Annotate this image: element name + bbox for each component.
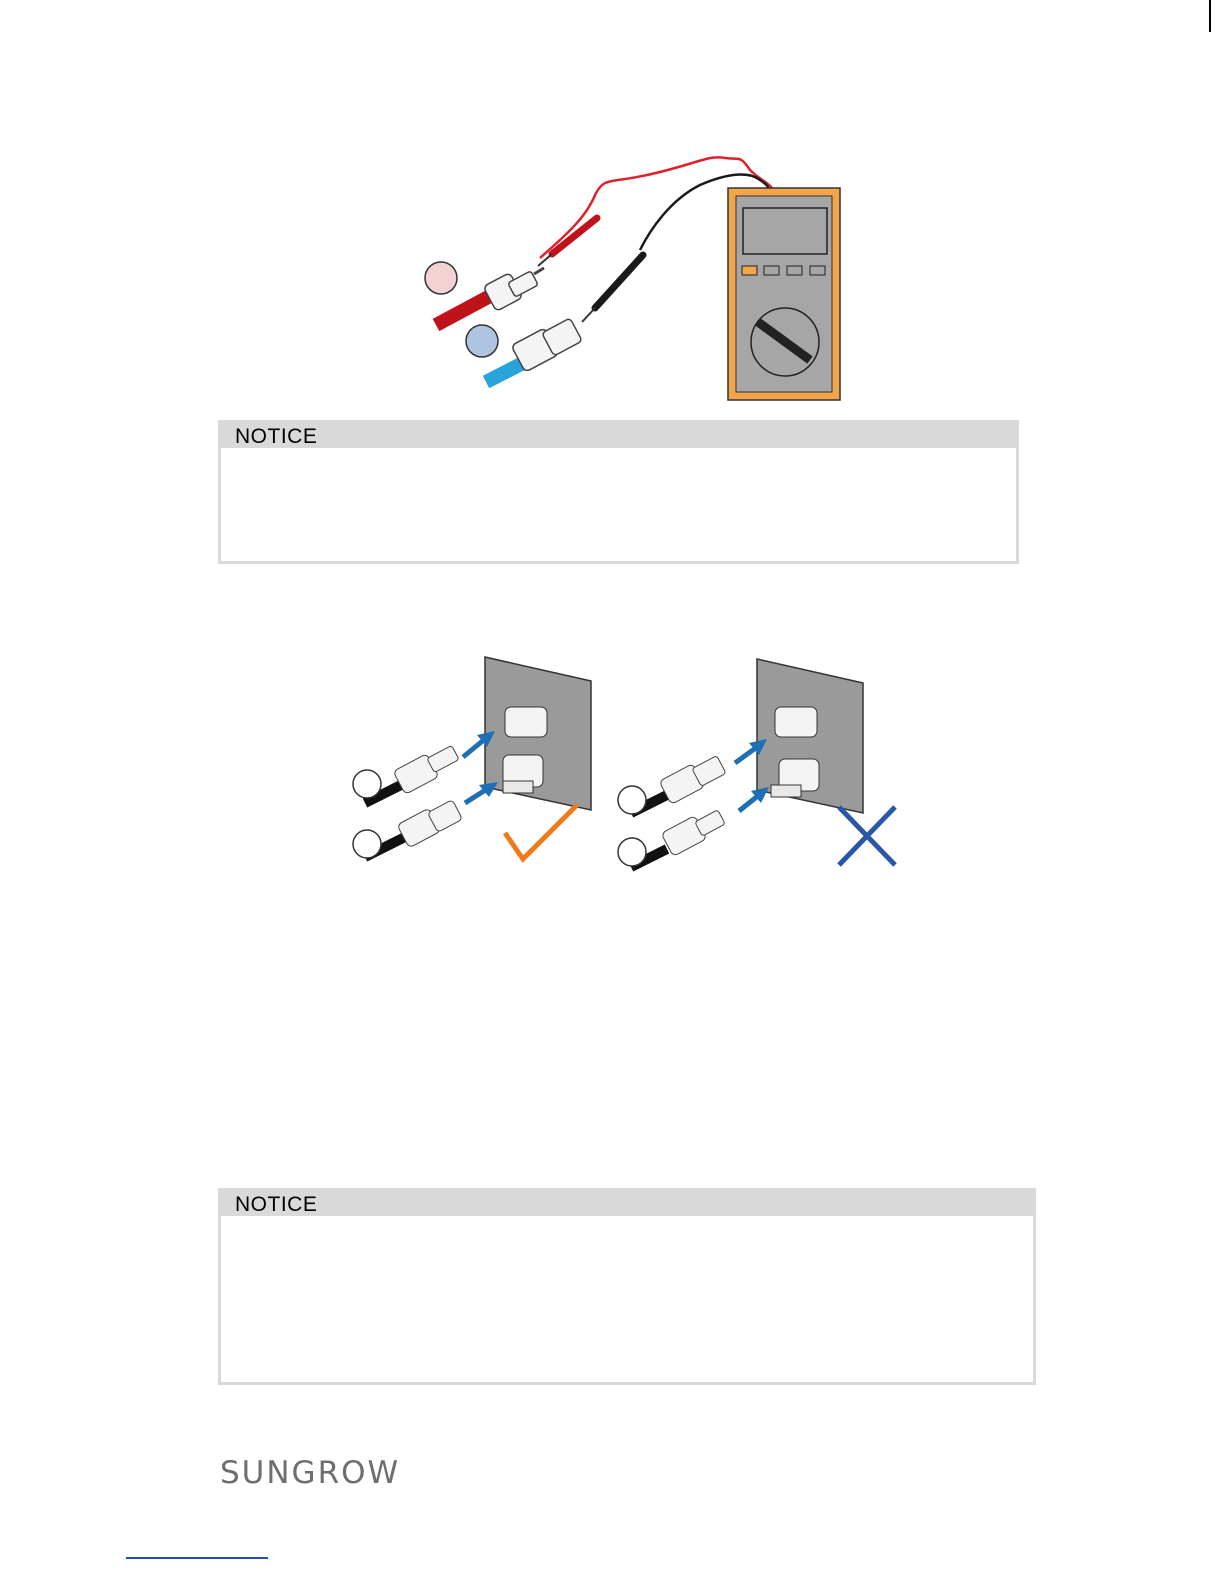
notice-box <box>218 420 1019 564</box>
negative-marker <box>466 325 498 357</box>
marker-upper-left <box>353 770 381 798</box>
marker-lower-left <box>353 830 381 858</box>
positive-probe <box>538 218 597 266</box>
notice-title: NOTICE <box>221 1191 1033 1216</box>
notice-box <box>218 1188 1036 1385</box>
connector-polarity-figure <box>345 655 905 875</box>
sungrow-logo <box>220 1455 416 1487</box>
negative-connector <box>486 318 582 382</box>
inverter-panel-wrong <box>757 659 863 813</box>
marker-upper-right <box>618 786 646 814</box>
marker-lower-right <box>618 838 646 866</box>
inverter-panel-correct <box>485 657 591 810</box>
notice-title: NOTICE <box>221 423 1016 448</box>
cross-mark-icon <box>839 807 895 865</box>
multimeter-figure <box>410 150 850 405</box>
cable-connector-upper-left <box>365 745 459 803</box>
multimeter <box>728 188 840 400</box>
negative-probe <box>582 255 643 322</box>
positive-marker <box>425 262 457 294</box>
page-corner-mark <box>0 0 1224 60</box>
svg-text:SUNGROW: SUNGROW <box>220 1455 401 1487</box>
footer-link-underline <box>126 1557 268 1559</box>
check-mark-icon <box>505 805 577 859</box>
